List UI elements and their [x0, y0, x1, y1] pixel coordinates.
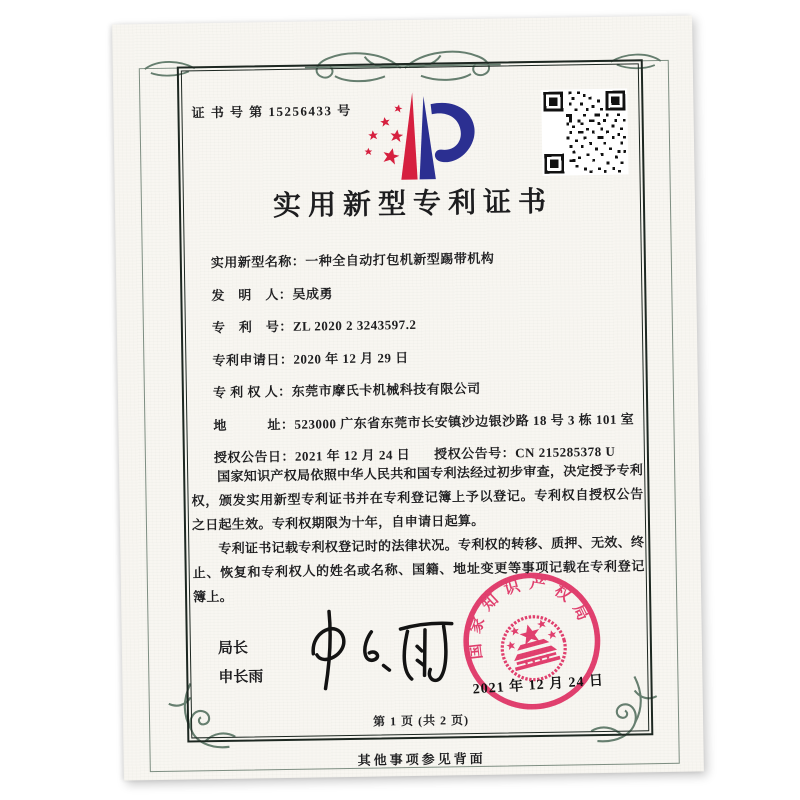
page-number: 第 1 页 (共 2 页)	[372, 713, 470, 729]
qr-code	[541, 89, 628, 176]
seal-date: 2021 年 12 月 24 日	[472, 673, 605, 698]
field-value: 523000 广东省东莞市长安镇沙边银沙路 18 号 3 栋 101 室	[294, 410, 635, 432]
certificate-page	[112, 15, 704, 780]
field-patent-number	[212, 311, 642, 338]
field-label: 专利申请日：	[212, 351, 294, 368]
field-value: ZL 2020 2 3243597.2	[292, 316, 417, 334]
commissioner-name: 申长雨	[218, 669, 264, 687]
field-patentee	[213, 376, 643, 403]
legal-paragraph-2: 专利证书记载专利权登记时的法律状况。专利权的转移、质押、无效、终止、恢复和专利权人的姓名或名称、国籍、地址变更等事项记载在专利登记簿上。	[192, 534, 645, 605]
star-icon	[394, 104, 403, 113]
star-icon	[509, 626, 520, 636]
star-icon	[390, 129, 404, 143]
field-label: 专 利 权 人：	[212, 383, 292, 401]
star-icon	[368, 130, 379, 140]
field-label: 专 利 号：	[211, 318, 293, 336]
field-inventor	[211, 279, 641, 306]
field-label: 实用新型名称：	[210, 253, 306, 271]
field-label: 授权公告号：	[434, 445, 516, 462]
field-value: CN 215285378 U	[515, 443, 616, 461]
field-value: 2021 年 12 月 24 日	[294, 446, 411, 464]
seal-agency-text: 国家知识产权局	[466, 575, 596, 661]
field-address	[213, 409, 643, 436]
cnipa-logo-icon	[349, 87, 483, 189]
field-value: 吴成勇	[292, 285, 333, 302]
field-label: 授权公告日：	[213, 448, 296, 466]
back-side-note: 其他事项参见背面	[357, 750, 486, 768]
certificate-number: 证 书 号 第 15256433 号	[191, 102, 352, 121]
legal-paragraph-1: 国家知识产权局依照中华人民共和国专利法经过初步审查，决定授予专利权，颁发实用新型专利证书并在专利登记簿上予以登记。专利权自授权公告之日起生效。专利权期限为十年，自申请日起算。	[191, 462, 644, 533]
commissioner-block	[218, 634, 264, 693]
field-value: 一种全自动打包机新型踢带机构	[305, 250, 495, 269]
commissioner-title: 局长	[217, 640, 249, 658]
certificate-title: 实用新型专利证书	[272, 186, 554, 223]
field-filing-date	[212, 344, 642, 371]
field-label: 发 明 人：	[211, 286, 293, 303]
star-icon	[381, 146, 400, 165]
logo-blue-bowl	[431, 102, 475, 162]
logo-red-wedge	[400, 92, 418, 180]
field-value: 东莞市摩氏卡机械科技有限公司	[291, 380, 481, 399]
handwritten-signature	[289, 602, 465, 693]
logo-stars	[364, 104, 404, 166]
field-label: 地 址：	[213, 416, 295, 433]
star-icon	[506, 640, 517, 650]
patent-fields	[211, 246, 645, 480]
star-icon	[364, 148, 372, 155]
field-value: 2020 年 12 月 29 日	[293, 349, 409, 367]
star-icon	[547, 629, 558, 639]
star-icon	[380, 116, 391, 127]
